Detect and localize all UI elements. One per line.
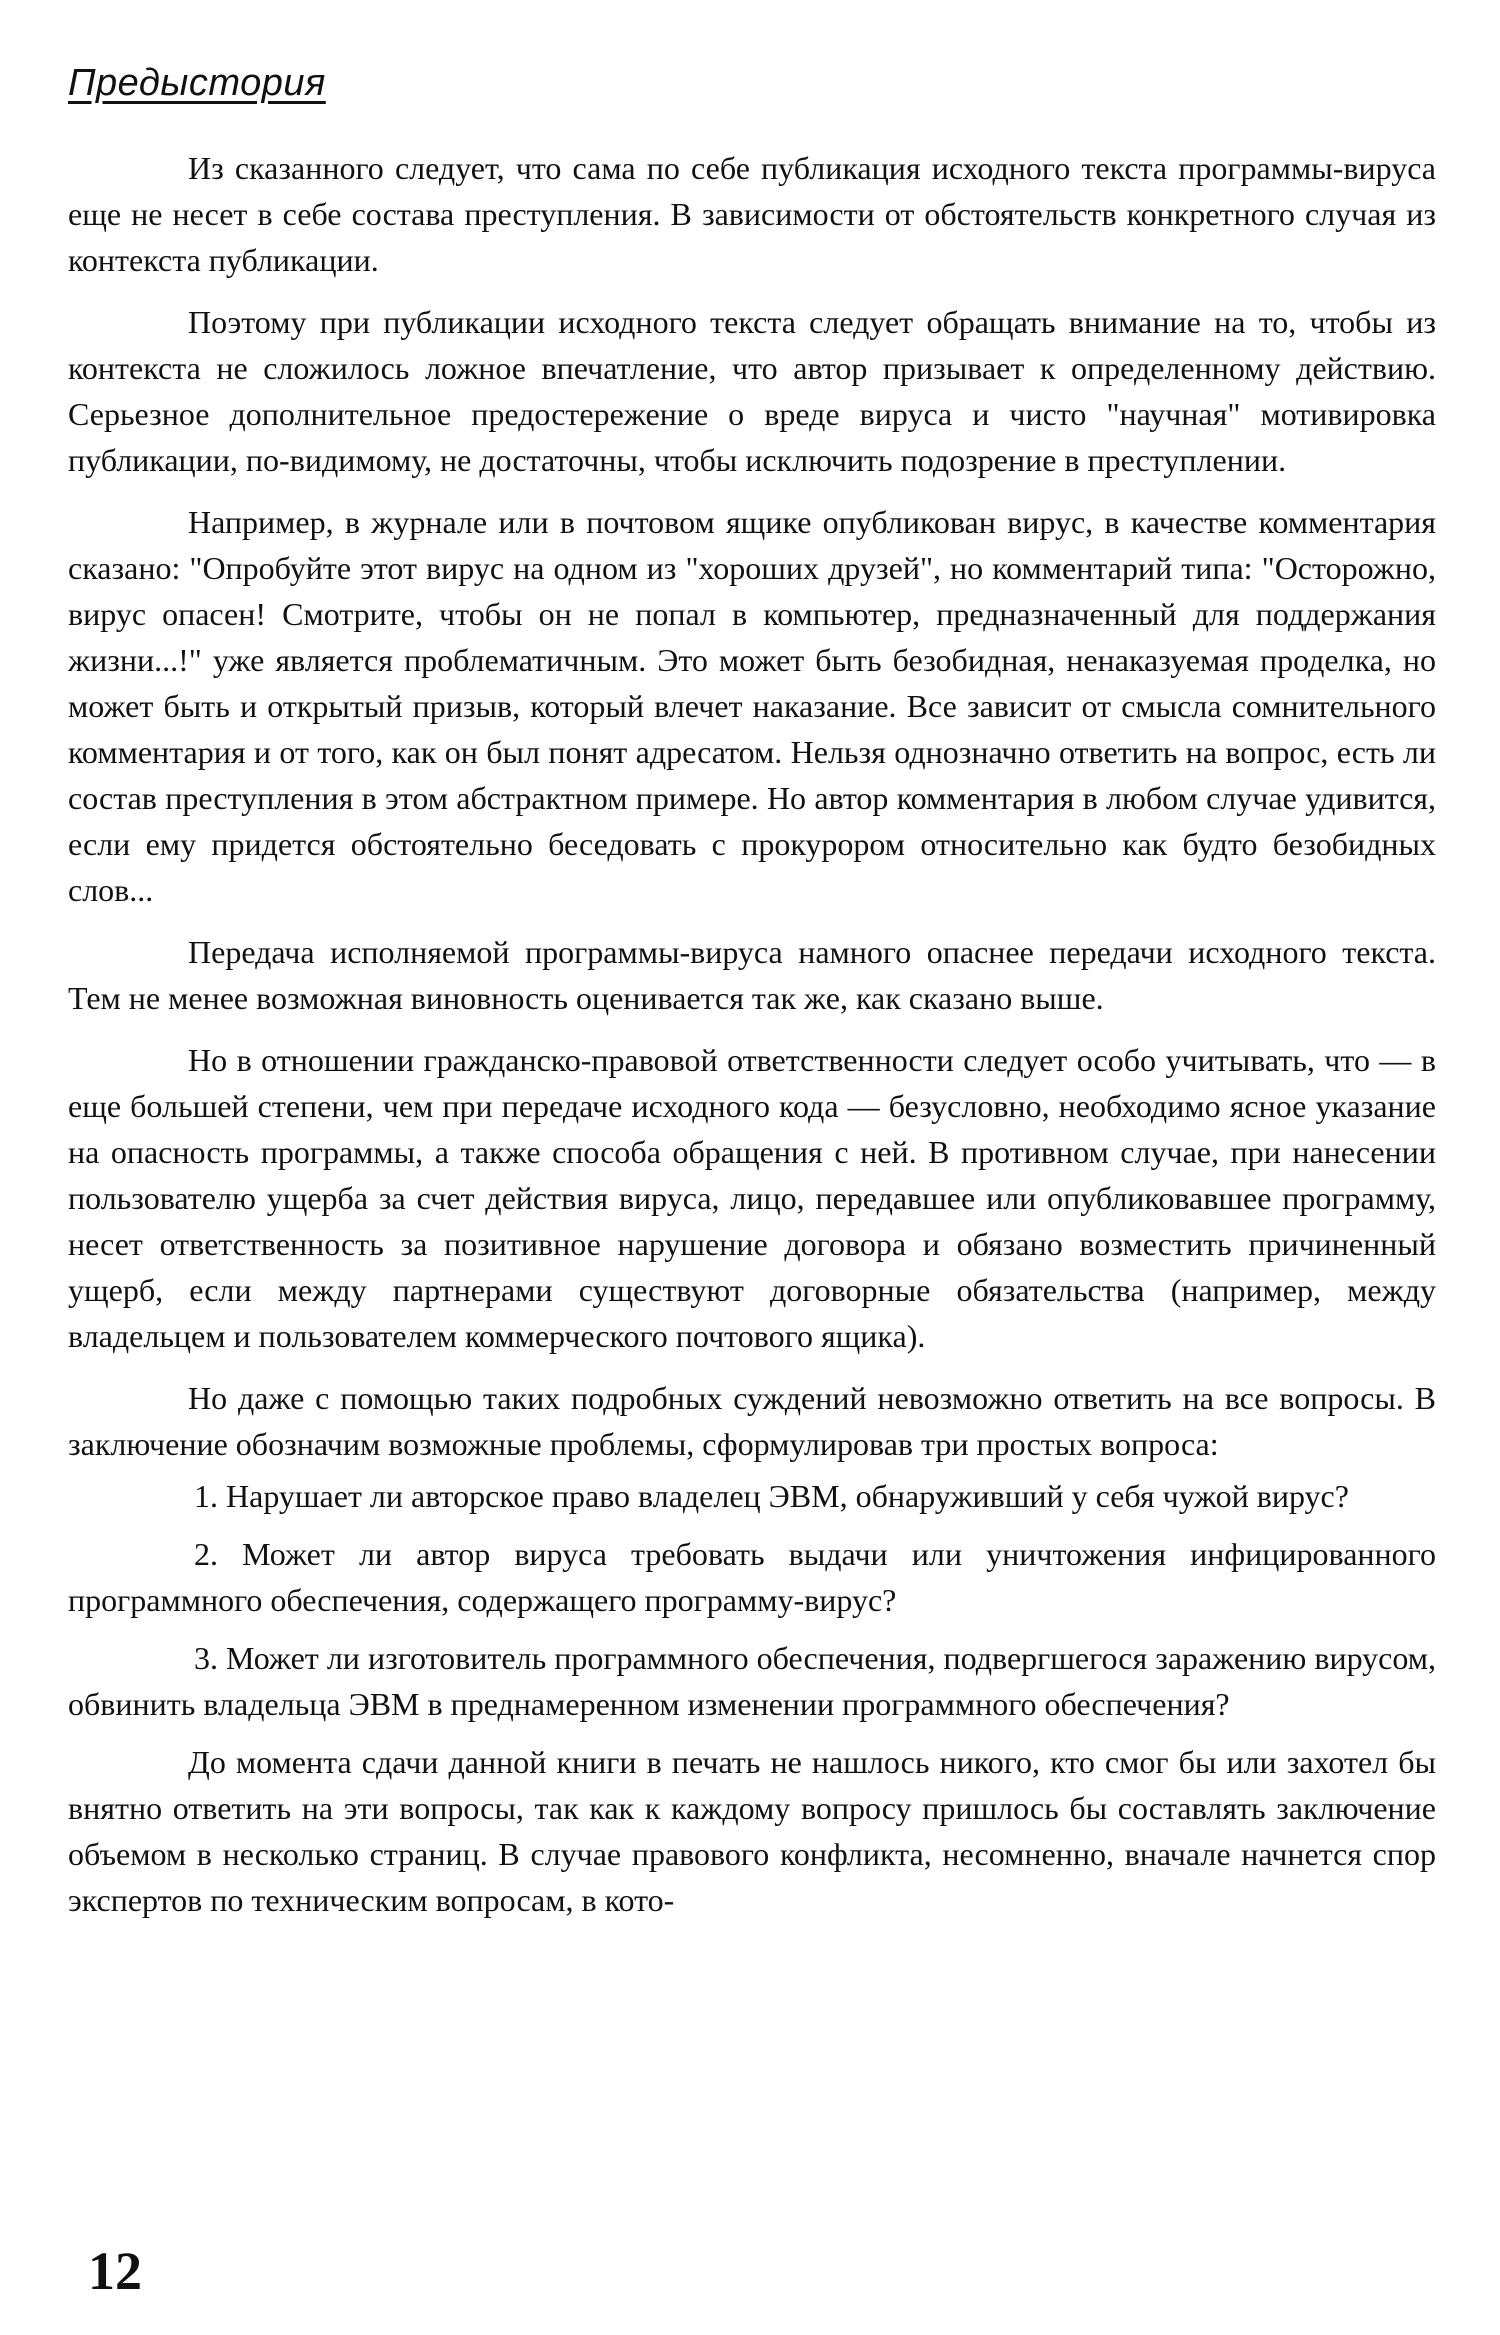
paragraph: Например, в журнале или в почтовом ящике опубликован вирус, в качестве комментария сказано: "Опробуйте этот вирус на одном из "хороших друзей", но комментарий типа: "Осторожно, вирус опасен! Смотрите, чтобы он не попал в компьютер, предназначенный для поддержания жизни...!" уже является проблематичным. Это может быть безобидная, ненаказуемая проделка, но может быть и открытый призыв, который влечет наказание. Все зависит от смысла сомнительного комментария и от того, как он был понят адресатом. Нельзя однозначно ответить на вопрос, есть ли состав преступления в этом абстрактном примере. Но автор комментария в любом случае удивится, если ему придется обстоятельно беседовать с прокурором относительно как будто безобидных слов... <box>68 504 1436 908</box>
question-item: 2. Может ли автор вируса требовать выдачи или уничтожения инфицированного программного обеспечения, содержащего программу-вирус? <box>68 1536 1436 1618</box>
paragraph: До момента сдачи данной книги в печать не нашлось никого, кто смог бы или захотел бы внятно ответить на эти вопросы, так как к каждому вопросу пришлось бы составлять заключение объемом в несколько страниц. В случае правового конфликта, несомненно, вначале начнется спор экспертов по техническим вопросам, в кото- <box>68 1744 1436 1918</box>
paragraph: Из сказанного следует, что сама по себе публикация исходного текста программы-вируса еще не несет в себе состава преступления. В зависимости от обстоятельств конкретного случая из контекста публикации. <box>68 150 1436 278</box>
paragraph: Но даже с помощью таких подробных суждений невозможно ответить на все вопросы. В заключение обозначим возможные проблемы, сформулировав три простых вопроса: <box>68 1380 1436 1462</box>
running-header: Предыстория <box>68 62 326 104</box>
page-number: 12 <box>88 2241 142 2301</box>
paragraph: Но в отношении гражданско-правовой ответственности следует особо учитывать, что — в еще большей степени, чем при передаче исходного кода — безусловно, необходимо ясное указание на опасность программы, а также способа обращения с ней. В противном случае, при нанесении пользователю ущерба за счет действия вируса, лицо, передавшее или опубликовавшее программу, несет ответственность за позитивное нарушение договора и обязано возместить причиненный ущерб, если между партнерами существуют договорные обязательства (например, между владельцем и пользователем коммерческого почтового ящика). <box>68 1042 1436 1354</box>
paragraph: Передача исполняемой программы-вируса намного опаснее передачи исходного текста. Тем не менее возможная виновность оценивается так же, как сказано выше. <box>68 934 1436 1016</box>
question-item: 3. Может ли изготовитель программного обеспечения, подвергшегося заражению вирусом, обвинить владельца ЭВМ в преднамеренном изменении программного обеспечения? <box>68 1640 1436 1722</box>
question-item: 1. Нарушает ли авторское право владелец ЭВМ, обнаруживший у себя чужой вирус? <box>194 1478 1349 1514</box>
paragraph: Поэтому при публикации исходного текста следует обращать внимание на то, чтобы из контекста не сложилось ложное впечатление, что автор призывает к определенному действию. Серьезное дополнительное предостережение о вреде вируса и чисто "научная" мотивировка публикации, по-видимому, не достаточны, чтобы исключить подозрение в преступлении. <box>68 304 1436 478</box>
body-text <box>68 145 1436 1939</box>
